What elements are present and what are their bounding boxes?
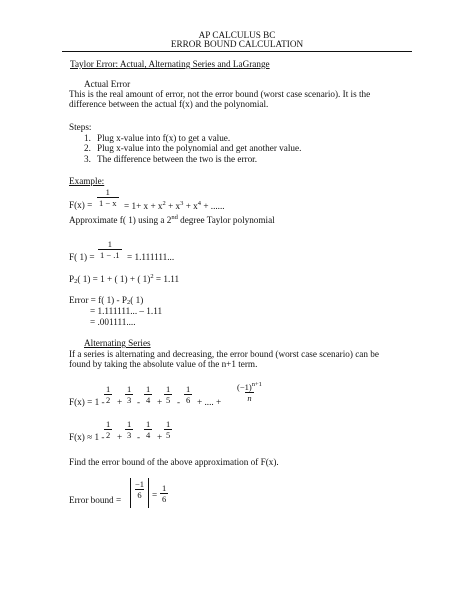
actual-desc-1: This is the real amount of error, not the error bound (worst case scenario). It is the: [69, 89, 371, 99]
f1-result: = 1.111111...: [127, 252, 175, 262]
fx-series-start: = 1+ x +: [124, 201, 158, 211]
page-title: Taylor Error: Actual, Alternating Series and LaGrange: [70, 59, 270, 69]
series1-general-den: n: [247, 392, 252, 403]
step-3-num: 3.: [84, 154, 91, 164]
abs-fraction-num: −1: [135, 479, 145, 489]
series2-prefix: F(x) ≈ 1 -: [69, 432, 105, 442]
series2-op-1: +: [117, 432, 123, 442]
f1-prefix: F( 1) =: [69, 252, 95, 262]
series1-term-3-den: 4: [146, 394, 151, 405]
series2-term-4-den: 5: [166, 429, 171, 440]
fx-x2: x: [157, 201, 163, 211]
series1-tail: + .... +: [197, 397, 222, 407]
series1-term-4: [164, 385, 172, 404]
approx-instruction: [69, 215, 275, 225]
actual-error-heading: Actual Error: [84, 79, 131, 89]
p2-result: = 1.11: [153, 274, 180, 284]
f1-fraction-den: 1 − .1: [100, 249, 120, 260]
p2-body: ( 1) = 1 + ( 1) + ( 1): [77, 274, 151, 284]
series2-term-1-den: 2: [106, 429, 111, 440]
series1-general-sup: n+1: [251, 381, 262, 388]
alternating-desc-1: If a series is alternating and decreasing, the error bound (worst case scenario) can be: [69, 349, 379, 359]
series2-term-4: [164, 420, 172, 439]
series1-term-1-num: 1: [106, 384, 111, 394]
series1-term-4-den: 5: [166, 394, 171, 405]
series2-op-3: +: [157, 432, 163, 442]
step-2-num: 2.: [84, 143, 91, 153]
series2-term-3-den: 4: [146, 429, 151, 440]
error-bound-equals: =: [152, 490, 158, 500]
series2-term-2-den: 3: [127, 429, 132, 440]
series1-term-3-num: 1: [146, 384, 151, 394]
series2-term-3: [144, 420, 152, 439]
series2-term-3-num: 1: [146, 419, 151, 429]
p2-sub: 2: [74, 278, 78, 285]
series1-term-5-den: 6: [186, 394, 191, 405]
fx-dots: + ......: [201, 201, 225, 211]
series1-op-4: -: [177, 397, 181, 407]
series2-term-4-num: 1: [166, 419, 171, 429]
error-line-3: = .001111....: [90, 317, 136, 327]
series2-term-2: [125, 420, 133, 439]
abs-bar-right: [148, 478, 149, 508]
series1-term-4-num: 1: [166, 384, 171, 394]
find-instruction: Find the error bound of the above approximation of F(x).: [69, 457, 279, 467]
actual-desc-2: difference between the actual f(x) and the polynomial.: [69, 99, 269, 109]
fx-x4: x: [193, 201, 198, 211]
series1-op-1: +: [117, 397, 123, 407]
fx-x4-exp: 4: [197, 200, 202, 207]
step-3-text: The difference between the two is the error.: [97, 154, 258, 164]
series1-general-num: [235, 382, 264, 392]
alternating-heading: Alternating Series: [84, 338, 151, 348]
series1-term-3: [144, 385, 152, 404]
fx-x3: x: [175, 201, 181, 211]
error-bound-result: [160, 484, 168, 503]
fx-x3-exp: 3: [180, 200, 184, 207]
step-2-text: Plug x-value into the polynomial and get another value.: [97, 143, 302, 153]
series1-term-2-den: 3: [127, 394, 132, 405]
fx-x2-exp: 2: [162, 200, 166, 207]
series1-general-term: [235, 382, 264, 402]
fx-plus-2: +: [183, 201, 194, 211]
fx-fraction-den: 1 − x: [99, 197, 117, 208]
series1-prefix: F(x) = 1 -: [69, 397, 105, 407]
f1-fraction: [98, 240, 122, 259]
abs-bar-left: [130, 478, 131, 508]
series2-op-2: -: [137, 432, 141, 442]
error-line-1-a: Error = f( 1) - P: [69, 295, 127, 305]
error-line-1: [69, 296, 143, 307]
approx-text-a: Approximate f( 1) using a 2: [69, 215, 172, 225]
fx-series: [124, 201, 225, 211]
series1-op-3: +: [157, 397, 163, 407]
series2-term-1-num: 1: [106, 419, 111, 429]
header-rule: [62, 51, 412, 52]
fx-prefix: F(x) =: [69, 200, 93, 210]
error-bound-label: Error bound =: [69, 495, 122, 505]
approx-sup: nd: [171, 214, 178, 221]
fx-fraction: [97, 188, 119, 207]
p2-line: [69, 274, 179, 286]
p2-p: P: [69, 274, 75, 284]
result-num: 1: [162, 483, 167, 493]
abs-fraction-den: 6: [137, 489, 142, 500]
error-line-2: = 1.111111... – 1.11: [90, 306, 163, 316]
series1-term-2: [125, 385, 133, 404]
series1-term-2-num: 1: [127, 384, 132, 394]
series2-term-2-num: 1: [127, 419, 132, 429]
result-den: 6: [162, 493, 167, 504]
approx-text-b: degree Taylor polynomial: [177, 215, 275, 225]
series1-general-base: (−1): [237, 382, 252, 392]
alternating-desc-2: found by taking the absolute value of the n+1 term.: [69, 359, 258, 369]
fx-fraction-num: 1: [105, 187, 110, 197]
step-1-text: Plug x-value into f(x) to get a value.: [97, 133, 231, 143]
series1-term-5: [184, 385, 192, 404]
error-line-1-sub: 2: [127, 299, 131, 306]
header-line-1: AP CALCULUS BC: [198, 30, 276, 40]
series2-term-1: [104, 420, 112, 439]
error-line-1-b: ( 1): [130, 295, 144, 305]
header-line-2: ERROR BOUND CALCULATION: [170, 39, 304, 49]
series1-term-5-num: 1: [186, 384, 191, 394]
f1-fraction-num: 1: [107, 239, 112, 249]
example-label: Example:: [69, 176, 105, 186]
series1-term-1: [104, 385, 112, 404]
step-1-num: 1.: [84, 133, 91, 143]
series1-term-1-den: 2: [106, 394, 111, 405]
error-bound-abs-fraction: [133, 480, 146, 499]
series1-op-2: -: [137, 397, 141, 407]
steps-label: Steps:: [69, 122, 92, 132]
p2-sup: 2: [150, 273, 154, 280]
fx-plus-1: +: [165, 201, 176, 211]
